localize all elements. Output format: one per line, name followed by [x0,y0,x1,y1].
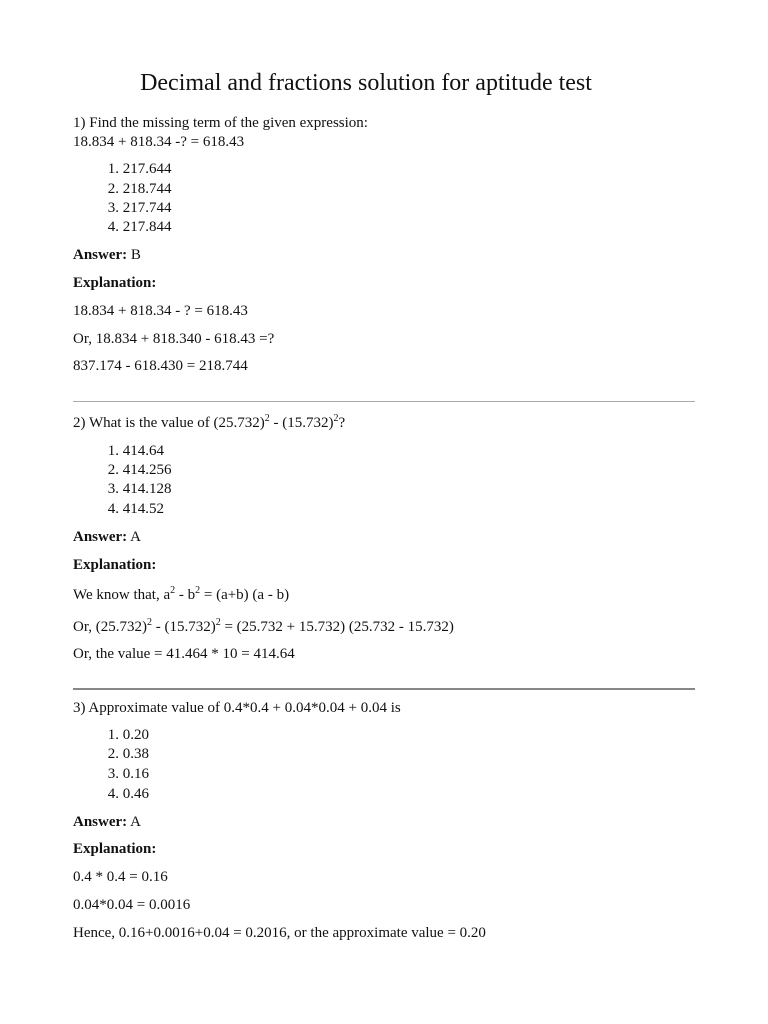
q2-option-2: 2. 414.256 [107,462,172,478]
q3-option-1: 1. 0.20 [107,727,149,743]
q1-question: 1) Find the missing term of the given expression: [73,115,368,131]
q1-explanation-label: Explanation: [73,275,157,291]
divider-1 [73,401,695,402]
q1-option-2: 2. 218.744 [107,181,172,197]
q2-step-1: We know that, $a^2 - b^2 = (a+b)$ (a - b) [73,585,290,603]
q2-option-1: 1. 414.64 [107,443,164,459]
document-title: Decimal and fractions solution for aptitude test [140,70,592,96]
q3-step-2: 0.04*0.04 = 0.0016 [73,897,191,913]
q1-answer: Answer: B [73,247,141,263]
q3-option-2: 2. 0.38 [107,746,149,762]
q1-option-1: 1. 217.644 [107,161,172,177]
q2-answer: Answer: A [73,529,141,545]
q3-question: 3) Approximate value of 0.4*0.4 + 0.04*0.04 + 0.04 is [73,700,401,716]
q1-option-4: 4. 217.844 [107,219,172,235]
q1-step-3: 837.174 - 618.430 = 218.744 [73,358,248,374]
q3-explanation-label: Explanation: [73,841,157,857]
q2-option-4: 4. 414.52 [107,501,164,517]
q3-option-3: 3. 0.16 [107,766,149,782]
q2-explanation-label: Explanation: [73,557,157,573]
q3-step-3: Hence, 0.16+0.0016+0.04 = 0.2016, or the approximate value = 0.20 [73,925,486,941]
q1-expression: 18.834 + 818.34 -? = 618.43 [73,134,245,150]
q2-step-2: Or, $(25.732)^2 - (15.732)^2 = (25.732 + 15.732)$ (25.732 - 15.732) [73,617,454,635]
q1-option-3: 3. 217.744 [107,200,172,216]
q1-step-1: 18.834 + 818.34 - ? = 618.43 [73,303,248,319]
q1-step-2: Or, 18.834 + 818.340 - 618.43 =? [73,331,275,347]
divider-2 [73,688,695,690]
q3-step-1: 0.4 * 0.4 = 0.16 [73,869,168,885]
q2-question: 2) What is the value of $(25.732)^2 - (15.732)^2$? [73,413,346,431]
q2-step-3: Or, the value = 41.464 * 10 = 414.64 [73,646,295,662]
q3-answer: Answer: A [73,814,141,830]
q3-option-4: 4. 0.46 [107,786,149,802]
q2-option-3: 3. 414.128 [107,481,172,497]
